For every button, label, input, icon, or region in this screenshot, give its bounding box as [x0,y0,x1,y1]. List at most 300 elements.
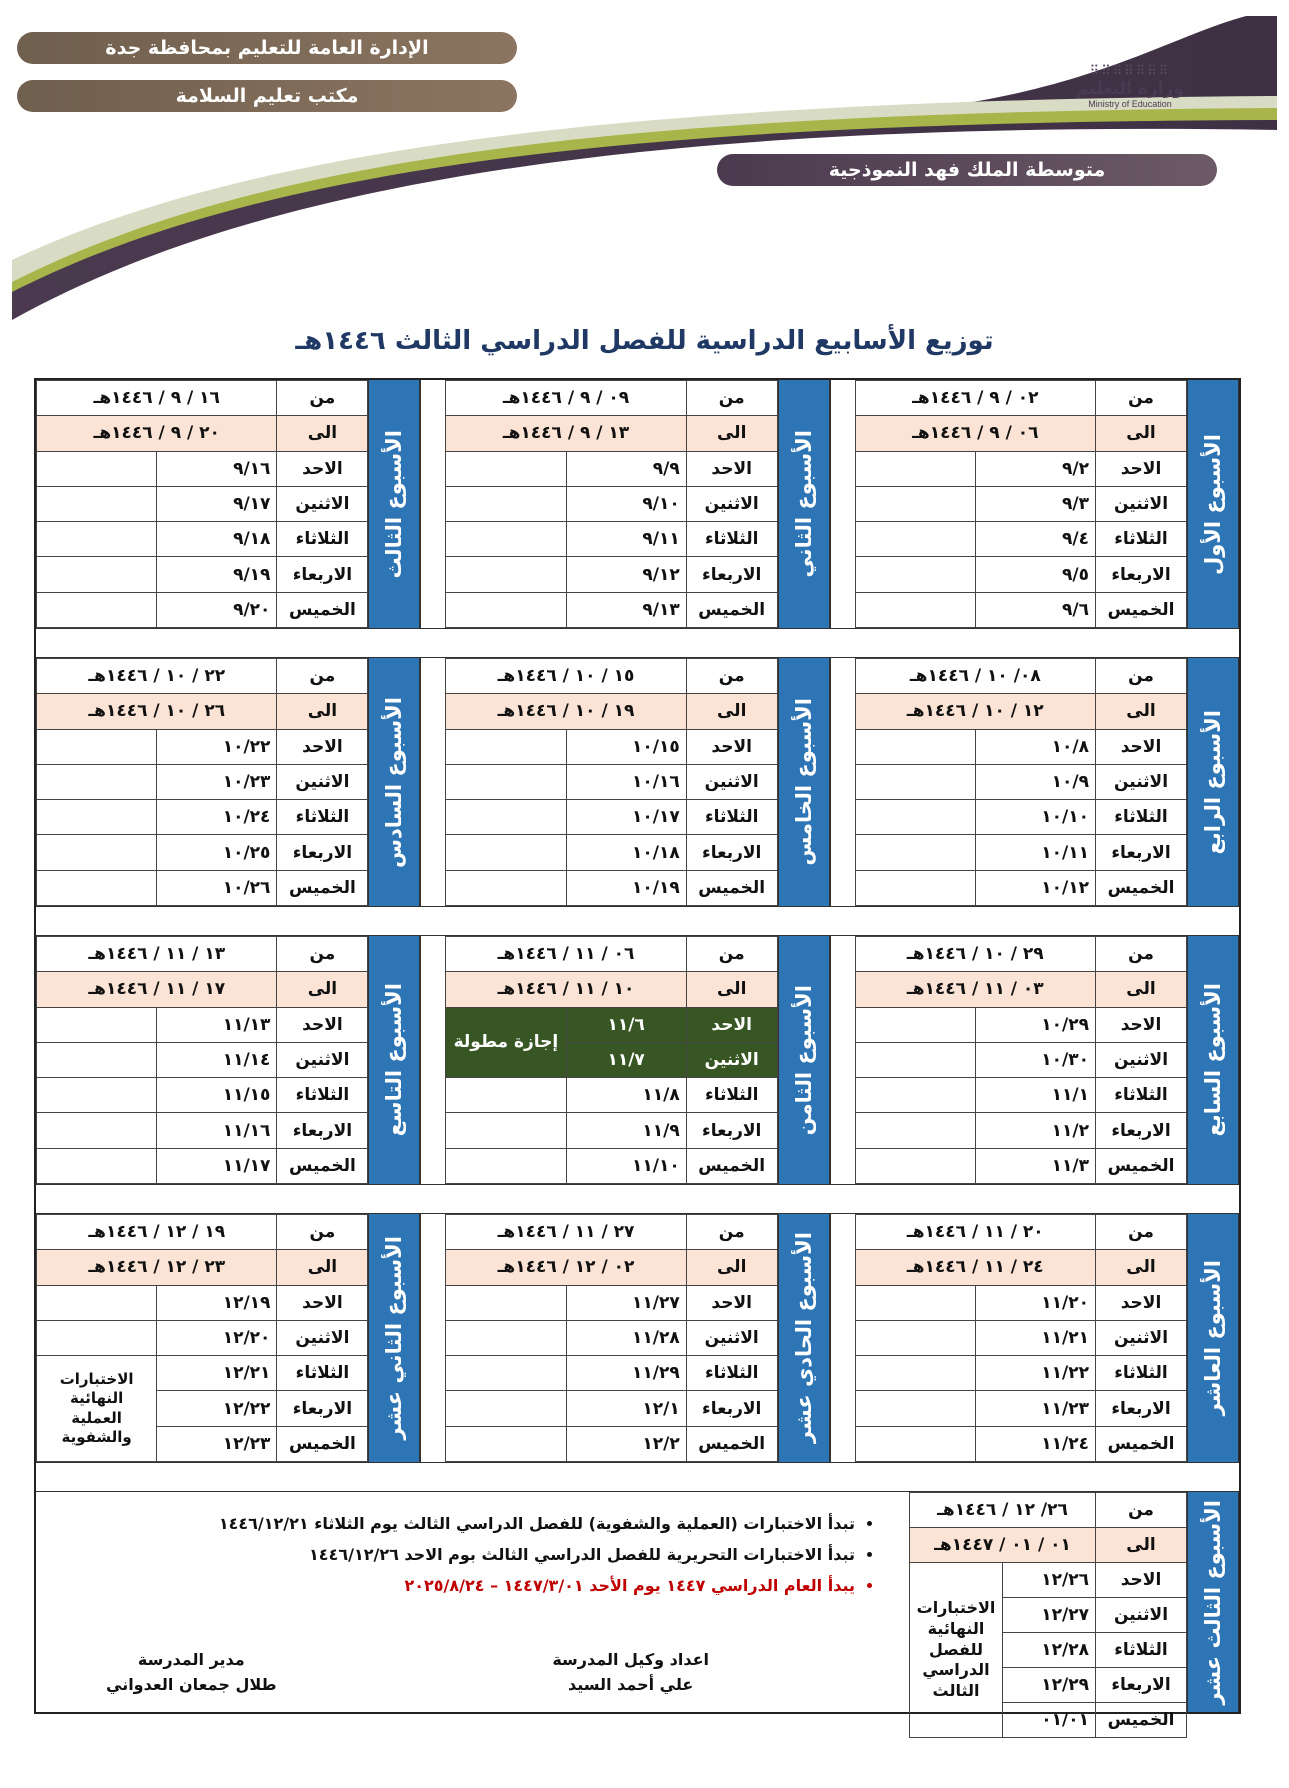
week-block [445,658,829,906]
day-row [37,1042,368,1077]
week-separator [830,658,855,906]
logo-dots-icon: ⠿⠿⠿⠿⠿⠿⠿ [1089,64,1171,79]
day-name: الاحد [686,1285,777,1320]
day-row [37,592,368,627]
holiday-cell: إجازة مطولة [446,1007,566,1078]
day-row [37,1285,368,1320]
day-extra [37,1148,157,1183]
day-extra [37,522,157,557]
day-row [855,1113,1186,1148]
day-date: ١١/٢٨ [566,1320,686,1355]
day-row [37,1113,368,1148]
from-label: من [277,381,368,416]
from-row [855,1215,1186,1250]
day-date: ١١/٣ [975,1148,1095,1183]
day-name: الثلاثاء [686,522,777,557]
day-name: الثلاثاء [277,522,368,557]
week-table [445,936,777,1184]
to-label: الى [686,972,777,1007]
to-date: ٠٢ / ١٢ / ١٤٤٦هـ [446,1250,686,1285]
day-date: ١٢/٢٦ [1003,1563,1096,1598]
from-label: من [277,1215,368,1250]
to-row [446,1250,777,1285]
week-title: الأسبوع العاشر [1201,1260,1225,1416]
day-name: الاربعاء [277,1113,368,1148]
from-date: ٠٨/ ١٠ / ١٤٤٦هـ [855,659,1095,694]
day-row [446,729,777,764]
day-name: الاحد [277,1285,368,1320]
day-date: ١١/٩ [566,1113,686,1148]
day-row [446,1113,777,1148]
day-date: ٠١/٠١ [1003,1703,1096,1738]
day-date: ٩/١٣ [566,592,686,627]
week-table [36,658,368,906]
from-label: من [686,937,777,972]
day-date: ٩/١٧ [157,486,277,521]
weeks-grid [34,378,1241,1730]
day-extra [855,764,975,799]
week-label [778,936,830,1184]
day-name: الخميس [277,870,368,905]
week-label [368,936,420,1184]
day-extra [855,1391,975,1426]
note-item: • تبدأ الاختبارات التحريرية للفصل الدراسي الثالث بوم الاحد ١٤٤٦/١٢/٢٦ [56,1545,855,1564]
director-title: مدير المدرسة [137,1649,245,1669]
day-date: ١٠/١٥ [566,729,686,764]
day-date: ١٠/٢٣ [157,764,277,799]
day-row [855,1285,1186,1320]
day-row [446,764,777,799]
day-date: ١٠/٢٤ [157,800,277,835]
day-date: ١٠/٢٩ [975,1007,1095,1042]
day-name: الاحد [1096,729,1187,764]
day-name: الاحد [686,451,777,486]
day-row [37,1320,368,1355]
from-row [446,381,777,416]
week-block [855,936,1239,1184]
week-separator [830,380,855,628]
day-row [37,557,368,592]
day-extra [855,1320,975,1355]
day-date: ١٠/١٧ [566,800,686,835]
day-date: ٩/٥ [975,557,1095,592]
day-row [37,800,368,835]
day-row [37,1007,368,1042]
day-date: ١٠/١٦ [566,764,686,799]
day-name: الثلاثاء [277,800,368,835]
week-title: الأسبوع الثاني [791,430,816,578]
note-item: • تبدأ الاختبارات (العملية والشفوية) للفصل الدراسي الثالث يوم الثلاثاء ١٤٤٦/١٢/٢١ [56,1514,855,1533]
to-date: ١٢ / ١٠ / ١٤٤٦هـ [855,694,1095,729]
day-extra [37,800,157,835]
day-date: ١٢/٢٢ [157,1391,277,1426]
ministry-logo [1045,64,1215,109]
day-row [446,486,777,521]
row-gap [36,629,1239,658]
day-name: الاحد [277,729,368,764]
to-row [855,972,1186,1007]
week-block [36,658,420,906]
day-name: الاحد [1096,1563,1187,1598]
day-name: الخميس [686,1426,777,1461]
week-title: الأسبوع السادس [382,696,407,868]
to-row [446,416,777,451]
from-date: ٠٩ / ٩ / ١٤٤٦هـ [446,381,686,416]
day-name: الخميس [1096,1426,1187,1461]
day-extra [446,1285,566,1320]
day-date: ١٢/٢ [566,1426,686,1461]
from-date: ١٥ / ١٠ / ١٤٤٦هـ [446,659,686,694]
week-table [855,658,1187,906]
from-row [37,381,368,416]
to-date: ٢٠ / ٩ / ١٤٤٦هـ [37,416,277,451]
to-label: الى [277,972,368,1007]
to-label: الى [1096,1250,1187,1285]
from-date: ٢٢ / ١٠ / ١٤٤٦هـ [37,659,277,694]
day-name: الاثنين [277,764,368,799]
week-table [909,1492,1187,1738]
day-name: الاثنين [686,486,777,521]
day-date: ١١/٢١ [975,1320,1095,1355]
day-name: الاحد [1096,451,1187,486]
ministry-ar: وزارة التعليم [1076,79,1184,99]
day-extra [855,1356,975,1391]
from-label: من [1096,1215,1187,1250]
week-block [445,1214,829,1462]
to-date: ٠١ / ٠١ / ١٤٤٧هـ [910,1528,1096,1563]
day-extra [446,870,566,905]
week-label [1187,380,1239,628]
day-extra [446,835,566,870]
day-extra [446,1113,566,1148]
week-title: الأسبوع التاسع [382,983,407,1137]
day-name: الخميس [277,592,368,627]
to-label: الى [1096,416,1187,451]
row-gap [36,1185,1239,1214]
day-date: ١٠/٩ [975,764,1095,799]
from-date: ٠٢ / ٩ / ١٤٤٦هـ [855,381,1095,416]
to-date: ١٧ / ١١ / ١٤٤٦هـ [37,972,277,1007]
day-date: ١١/٢٢ [975,1356,1095,1391]
admin-text: الإدارة العامة للتعليم بمحافظة جدة [105,37,429,59]
day-extra [446,1356,566,1391]
day-name: الثلاثاء [1096,522,1187,557]
day-row [37,451,368,486]
day-extra [446,522,566,557]
day-extra [37,835,157,870]
from-date: ١٩ / ١٢ / ١٤٤٦هـ [37,1215,277,1250]
day-row [37,870,368,905]
day-name: الاربعاء [1096,1668,1187,1703]
day-date: ١٢/٢٨ [1003,1633,1096,1668]
day-row [855,486,1186,521]
from-row [855,381,1186,416]
day-row [910,1563,1187,1598]
day-extra [37,1042,157,1077]
week-separator [420,658,445,906]
day-date: ١٢/٢٣ [157,1426,277,1461]
day-row [446,592,777,627]
day-extra [37,764,157,799]
day-extra [37,592,157,627]
day-name: الاثنين [1096,764,1187,799]
to-label: الى [686,694,777,729]
day-date: ١٠/٢٢ [157,729,277,764]
day-extra [855,800,975,835]
day-row [855,729,1186,764]
day-extra [37,1007,157,1042]
to-label: الى [686,416,777,451]
week-row [36,936,1239,1185]
day-row [37,835,368,870]
day-date: ١٠/٣٠ [975,1042,1095,1077]
day-row [446,557,777,592]
week-block [36,1214,420,1462]
day-name: الثلاثاء [277,1356,368,1391]
from-row [446,937,777,972]
school-text: متوسطة الملك فهد النموذجية [828,159,1106,181]
week-table [36,1214,368,1462]
day-date: ١٠/١٩ [566,870,686,905]
week-title: الأسبوع الثالث [382,429,407,579]
from-date: ٢٩ / ١٠ / ١٤٤٦هـ [855,937,1095,972]
day-row [37,522,368,557]
day-extra [855,592,975,627]
day-row [446,870,777,905]
week-table [36,380,368,628]
day-name: الاحد [1096,1285,1187,1320]
day-row [855,1320,1186,1355]
from-date: ٢٠ / ١١ / ١٤٤٦هـ [855,1215,1095,1250]
day-row [446,1007,777,1042]
day-date: ٩/١٦ [157,451,277,486]
day-row [855,1356,1186,1391]
to-row [910,1528,1187,1563]
day-row [855,522,1186,557]
day-name: الاثنين [277,486,368,521]
day-row [855,1007,1186,1042]
day-extra [446,764,566,799]
week-table [445,658,777,906]
to-row [37,972,368,1007]
to-label: الى [277,694,368,729]
day-date: ١١/٧ [566,1042,686,1077]
day-name: الاربعاء [686,1113,777,1148]
from-date: ١٦ / ٩ / ١٤٤٦هـ [37,381,277,416]
week-separator [420,380,445,628]
row-gap [36,1463,1239,1492]
day-extra [446,800,566,835]
day-name: الاربعاء [686,557,777,592]
day-name: الاحد [277,451,368,486]
day-row [855,1426,1186,1461]
day-date: ١٢/١٩ [157,1285,277,1320]
week-block [36,936,420,1184]
from-label: من [277,937,368,972]
from-row [446,659,777,694]
day-date: ١٢/٢٠ [157,1320,277,1355]
day-date: ١١/٢٩ [566,1356,686,1391]
day-name: الثلاثاء [686,800,777,835]
day-name: الخميس [1096,1703,1187,1738]
to-row [37,694,368,729]
week-block [855,380,1239,628]
week-title: الأسبوع الحادي عشر [791,1232,816,1444]
week-separator [830,1214,855,1462]
day-date: ١١/٦ [566,1007,686,1042]
day-name: الاثنين [1096,1598,1187,1633]
week-table [445,1214,777,1462]
week-label [368,380,420,628]
day-row [855,764,1186,799]
day-date: ١١/١٤ [157,1042,277,1077]
week-title: الأسبوع الرابع [1201,709,1225,855]
day-date: ١١/١٦ [157,1113,277,1148]
day-extra [855,1426,975,1461]
day-name: الثلاثاء [1096,1356,1187,1391]
admin-pill [17,32,517,64]
week-row [36,380,1239,629]
day-date: ١١/٢٠ [975,1285,1095,1320]
day-extra [446,1148,566,1183]
director-signature [106,1647,277,1698]
week-title: الأسبوع الثاني عشر [382,1236,407,1440]
day-extra [855,1042,975,1077]
week-separator [420,1214,445,1462]
to-row [37,1250,368,1285]
week-block [855,1214,1239,1462]
day-extra [37,729,157,764]
day-row [446,522,777,557]
week-title: الأسبوع الثامن [791,984,816,1136]
day-row [446,1426,777,1461]
prep-signature [552,1647,709,1698]
day-extra [855,557,975,592]
day-date: ١٠/١٨ [566,835,686,870]
day-extra [446,729,566,764]
day-date: ١١/٢٧ [566,1285,686,1320]
day-name: الاثنين [277,1042,368,1077]
to-label: الى [277,416,368,451]
from-label: من [1096,1493,1187,1528]
to-row [855,694,1186,729]
day-name: الاثنين [686,1320,777,1355]
day-date: ٩/١٨ [157,522,277,557]
day-row [446,835,777,870]
day-row [446,1356,777,1391]
day-name: الثلاثاء [1096,1078,1187,1113]
week-table [855,1214,1187,1462]
day-name: الاثنين [277,1320,368,1355]
day-row [855,870,1186,905]
day-row [446,800,777,835]
office-pill [17,80,517,112]
day-name: الخميس [686,592,777,627]
day-date: ٩/١٩ [157,557,277,592]
day-extra [855,486,975,521]
week-label [1187,936,1239,1184]
day-date: ١٢/٢١ [157,1356,277,1391]
day-name: الخميس [686,870,777,905]
week-label [778,658,830,906]
notes-list [56,1514,885,1595]
day-name: الثلاثاء [686,1356,777,1391]
day-row [446,1148,777,1183]
prep-title: اعداد وكيل المدرسة [552,1649,709,1669]
day-extra [37,486,157,521]
day-row [37,1148,368,1183]
day-extra [446,1426,566,1461]
day-row [37,764,368,799]
day-extra [37,1113,157,1148]
day-extra [855,1148,975,1183]
from-row [855,659,1186,694]
day-date: ٩/٣ [975,486,1095,521]
day-row [855,1148,1186,1183]
day-extra [855,870,975,905]
day-date: ٩/١٢ [566,557,686,592]
week-table [855,936,1187,1184]
prep-name: علي أحمد السيد [568,1675,694,1695]
from-date: ١٣ / ١١ / ١٤٤٦هـ [37,937,277,972]
day-date: ٩/٤ [975,522,1095,557]
to-row [855,416,1186,451]
day-row [446,1078,777,1113]
day-extra [37,557,157,592]
day-name: الاربعاء [1096,557,1187,592]
from-row [37,937,368,972]
day-extra [446,1320,566,1355]
week-title: الأسبوع الأول [1201,433,1225,575]
day-date: ١٠/٢٥ [157,835,277,870]
week-row [36,1214,1239,1463]
week-row [36,658,1239,907]
from-label: من [686,381,777,416]
from-label: من [277,659,368,694]
day-date: ١١/١٠ [566,1148,686,1183]
to-date: ٢٤ / ١١ / ١٤٤٦هـ [855,1250,1095,1285]
day-name: الخميس [277,1426,368,1461]
office-text: مكتب تعليم السلامة [175,85,359,107]
day-name: الاثنين [1096,1042,1187,1077]
week-label [778,380,830,628]
day-row [855,835,1186,870]
day-extra [37,1320,157,1355]
day-extra [855,1113,975,1148]
row-gap [36,907,1239,936]
day-name: الاثنين [686,1042,777,1077]
day-extra [446,1078,566,1113]
day-extra [855,522,975,557]
day-row [446,1391,777,1426]
day-row [855,1391,1186,1426]
from-row [910,1493,1187,1528]
day-extra [446,1391,566,1426]
to-label: الى [686,1250,777,1285]
week-block [909,1492,1239,1730]
day-row [446,1285,777,1320]
day-extra [855,1078,975,1113]
day-name: الخميس [277,1148,368,1183]
day-row [37,486,368,521]
day-date: ٩/٢٠ [157,592,277,627]
week-block [36,380,420,628]
day-extra [855,451,975,486]
day-date: ١٠/٢٦ [157,870,277,905]
ministry-en: Ministry of Education [1088,99,1172,109]
to-row [855,1250,1186,1285]
from-date: ٢٧ / ١١ / ١٤٤٦هـ [446,1215,686,1250]
